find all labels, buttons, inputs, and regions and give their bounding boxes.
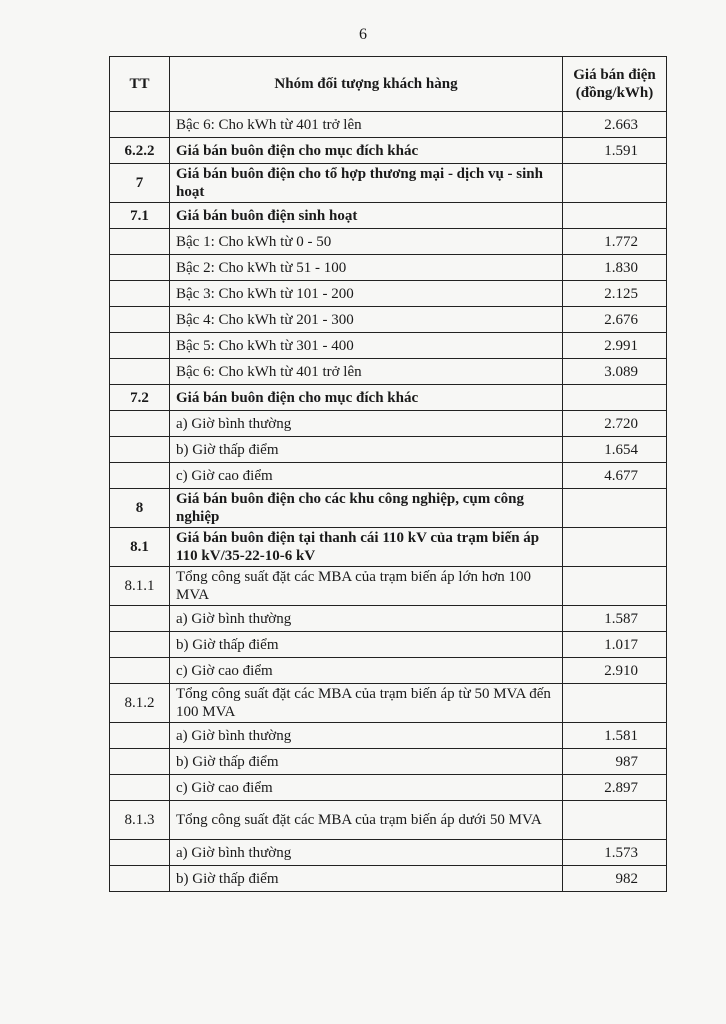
row-price: 1.587 [563, 606, 667, 632]
row-number: 8 [110, 489, 170, 528]
header-price: Giá bán điện (đồng/kWh) [563, 57, 667, 112]
table-row [110, 749, 667, 775]
row-label: Giá bán buôn điện sinh hoạt [170, 203, 563, 229]
row-label: Bậc 6: Cho kWh từ 401 trở lên [170, 359, 563, 385]
row-label: Giá bán buôn điện cho các khu công nghiệp, cụm công nghiệp [170, 489, 563, 528]
row-number [110, 866, 170, 892]
row-price: 2.720 [563, 411, 667, 437]
row-label: b) Giờ thấp điểm [170, 437, 563, 463]
row-label: Bậc 5: Cho kWh từ 301 - 400 [170, 333, 563, 359]
row-label: Bậc 6: Cho kWh từ 401 trở lên [170, 112, 563, 138]
table-row [110, 866, 667, 892]
row-price: 1.581 [563, 723, 667, 749]
row-number [110, 632, 170, 658]
row-price: 2.125 [563, 281, 667, 307]
header-tt: TT [110, 57, 170, 112]
table-row [110, 684, 667, 723]
row-label: Giá bán buôn điện cho tổ hợp thương mại - dịch vụ - sinh hoạt [170, 164, 563, 203]
row-number [110, 658, 170, 684]
row-price: 1.591 [563, 138, 667, 164]
row-number [110, 255, 170, 281]
row-number [110, 307, 170, 333]
row-number [110, 359, 170, 385]
row-price [563, 164, 667, 203]
row-price: 1.017 [563, 632, 667, 658]
table-row [110, 333, 667, 359]
row-price [563, 385, 667, 411]
row-label: Giá bán buôn điện tại thanh cái 110 kV của trạm biến áp 110 kV/35-22-10-6 kV [170, 528, 563, 567]
row-number [110, 229, 170, 255]
row-number: 8.1.2 [110, 684, 170, 723]
row-price [563, 801, 667, 840]
row-label: Giá bán buôn điện cho mục đích khác [170, 385, 563, 411]
row-price [563, 528, 667, 567]
row-number [110, 437, 170, 463]
row-price: 2.991 [563, 333, 667, 359]
row-label: Bậc 1: Cho kWh từ 0 - 50 [170, 229, 563, 255]
row-number: 7.2 [110, 385, 170, 411]
row-number [110, 840, 170, 866]
row-label: c) Giờ cao điểm [170, 775, 563, 801]
table-row [110, 229, 667, 255]
table-row [110, 138, 667, 164]
row-number: 8.1.1 [110, 567, 170, 606]
row-number [110, 749, 170, 775]
table-body [110, 112, 667, 892]
row-number [110, 112, 170, 138]
row-label: b) Giờ thấp điểm [170, 632, 563, 658]
row-label: Tổng công suất đặt các MBA của trạm biến áp dưới 50 MVA [170, 801, 563, 840]
row-label: Bậc 4: Cho kWh từ 201 - 300 [170, 307, 563, 333]
row-label: b) Giờ thấp điểm [170, 866, 563, 892]
row-number: 6.2.2 [110, 138, 170, 164]
header-customer-group: Nhóm đối tượng khách hàng [170, 57, 563, 112]
table-row [110, 164, 667, 203]
table-row [110, 840, 667, 866]
row-label: a) Giờ bình thường [170, 411, 563, 437]
table-row [110, 801, 667, 840]
row-number: 7 [110, 164, 170, 203]
row-number [110, 463, 170, 489]
row-price: 1.654 [563, 437, 667, 463]
table-row [110, 723, 667, 749]
table-row [110, 463, 667, 489]
row-label: a) Giờ bình thường [170, 606, 563, 632]
row-price: 1.830 [563, 255, 667, 281]
row-number [110, 333, 170, 359]
row-price: 1.772 [563, 229, 667, 255]
row-price: 982 [563, 866, 667, 892]
row-label: c) Giờ cao điểm [170, 463, 563, 489]
row-price: 4.677 [563, 463, 667, 489]
row-number [110, 723, 170, 749]
row-price: 2.663 [563, 112, 667, 138]
row-price: 3.089 [563, 359, 667, 385]
table-row [110, 489, 667, 528]
table-row [110, 255, 667, 281]
table-row [110, 658, 667, 684]
table-row [110, 307, 667, 333]
table-row [110, 112, 667, 138]
table-row [110, 281, 667, 307]
table-row [110, 528, 667, 567]
table-row [110, 567, 667, 606]
row-price: 987 [563, 749, 667, 775]
table-header [110, 57, 667, 112]
table-row [110, 411, 667, 437]
row-price [563, 684, 667, 723]
table-row [110, 359, 667, 385]
row-label: Tổng công suất đặt các MBA của trạm biến áp lớn hơn 100 MVA [170, 567, 563, 606]
page-number: 6 [359, 26, 367, 43]
row-label: Tổng công suất đặt các MBA của trạm biến áp từ 50 MVA đến 100 MVA [170, 684, 563, 723]
row-price: 2.897 [563, 775, 667, 801]
row-label: a) Giờ bình thường [170, 840, 563, 866]
table-row [110, 632, 667, 658]
row-number [110, 606, 170, 632]
row-price [563, 203, 667, 229]
row-number [110, 411, 170, 437]
row-label: Giá bán buôn điện cho mục đích khác [170, 138, 563, 164]
row-number: 7.1 [110, 203, 170, 229]
row-number [110, 281, 170, 307]
row-label: c) Giờ cao điểm [170, 658, 563, 684]
table-row [110, 203, 667, 229]
row-number: 8.1.3 [110, 801, 170, 840]
row-label: a) Giờ bình thường [170, 723, 563, 749]
table-row [110, 606, 667, 632]
table-row [110, 437, 667, 463]
row-label: Bậc 3: Cho kWh từ 101 - 200 [170, 281, 563, 307]
row-price: 2.676 [563, 307, 667, 333]
row-price [563, 567, 667, 606]
row-number: 8.1 [110, 528, 170, 567]
row-label: b) Giờ thấp điểm [170, 749, 563, 775]
table-row [110, 385, 667, 411]
table-row [110, 775, 667, 801]
row-price [563, 489, 667, 528]
row-price: 1.573 [563, 840, 667, 866]
row-price: 2.910 [563, 658, 667, 684]
row-number [110, 775, 170, 801]
row-label: Bậc 2: Cho kWh từ 51 - 100 [170, 255, 563, 281]
price-table [109, 56, 667, 892]
